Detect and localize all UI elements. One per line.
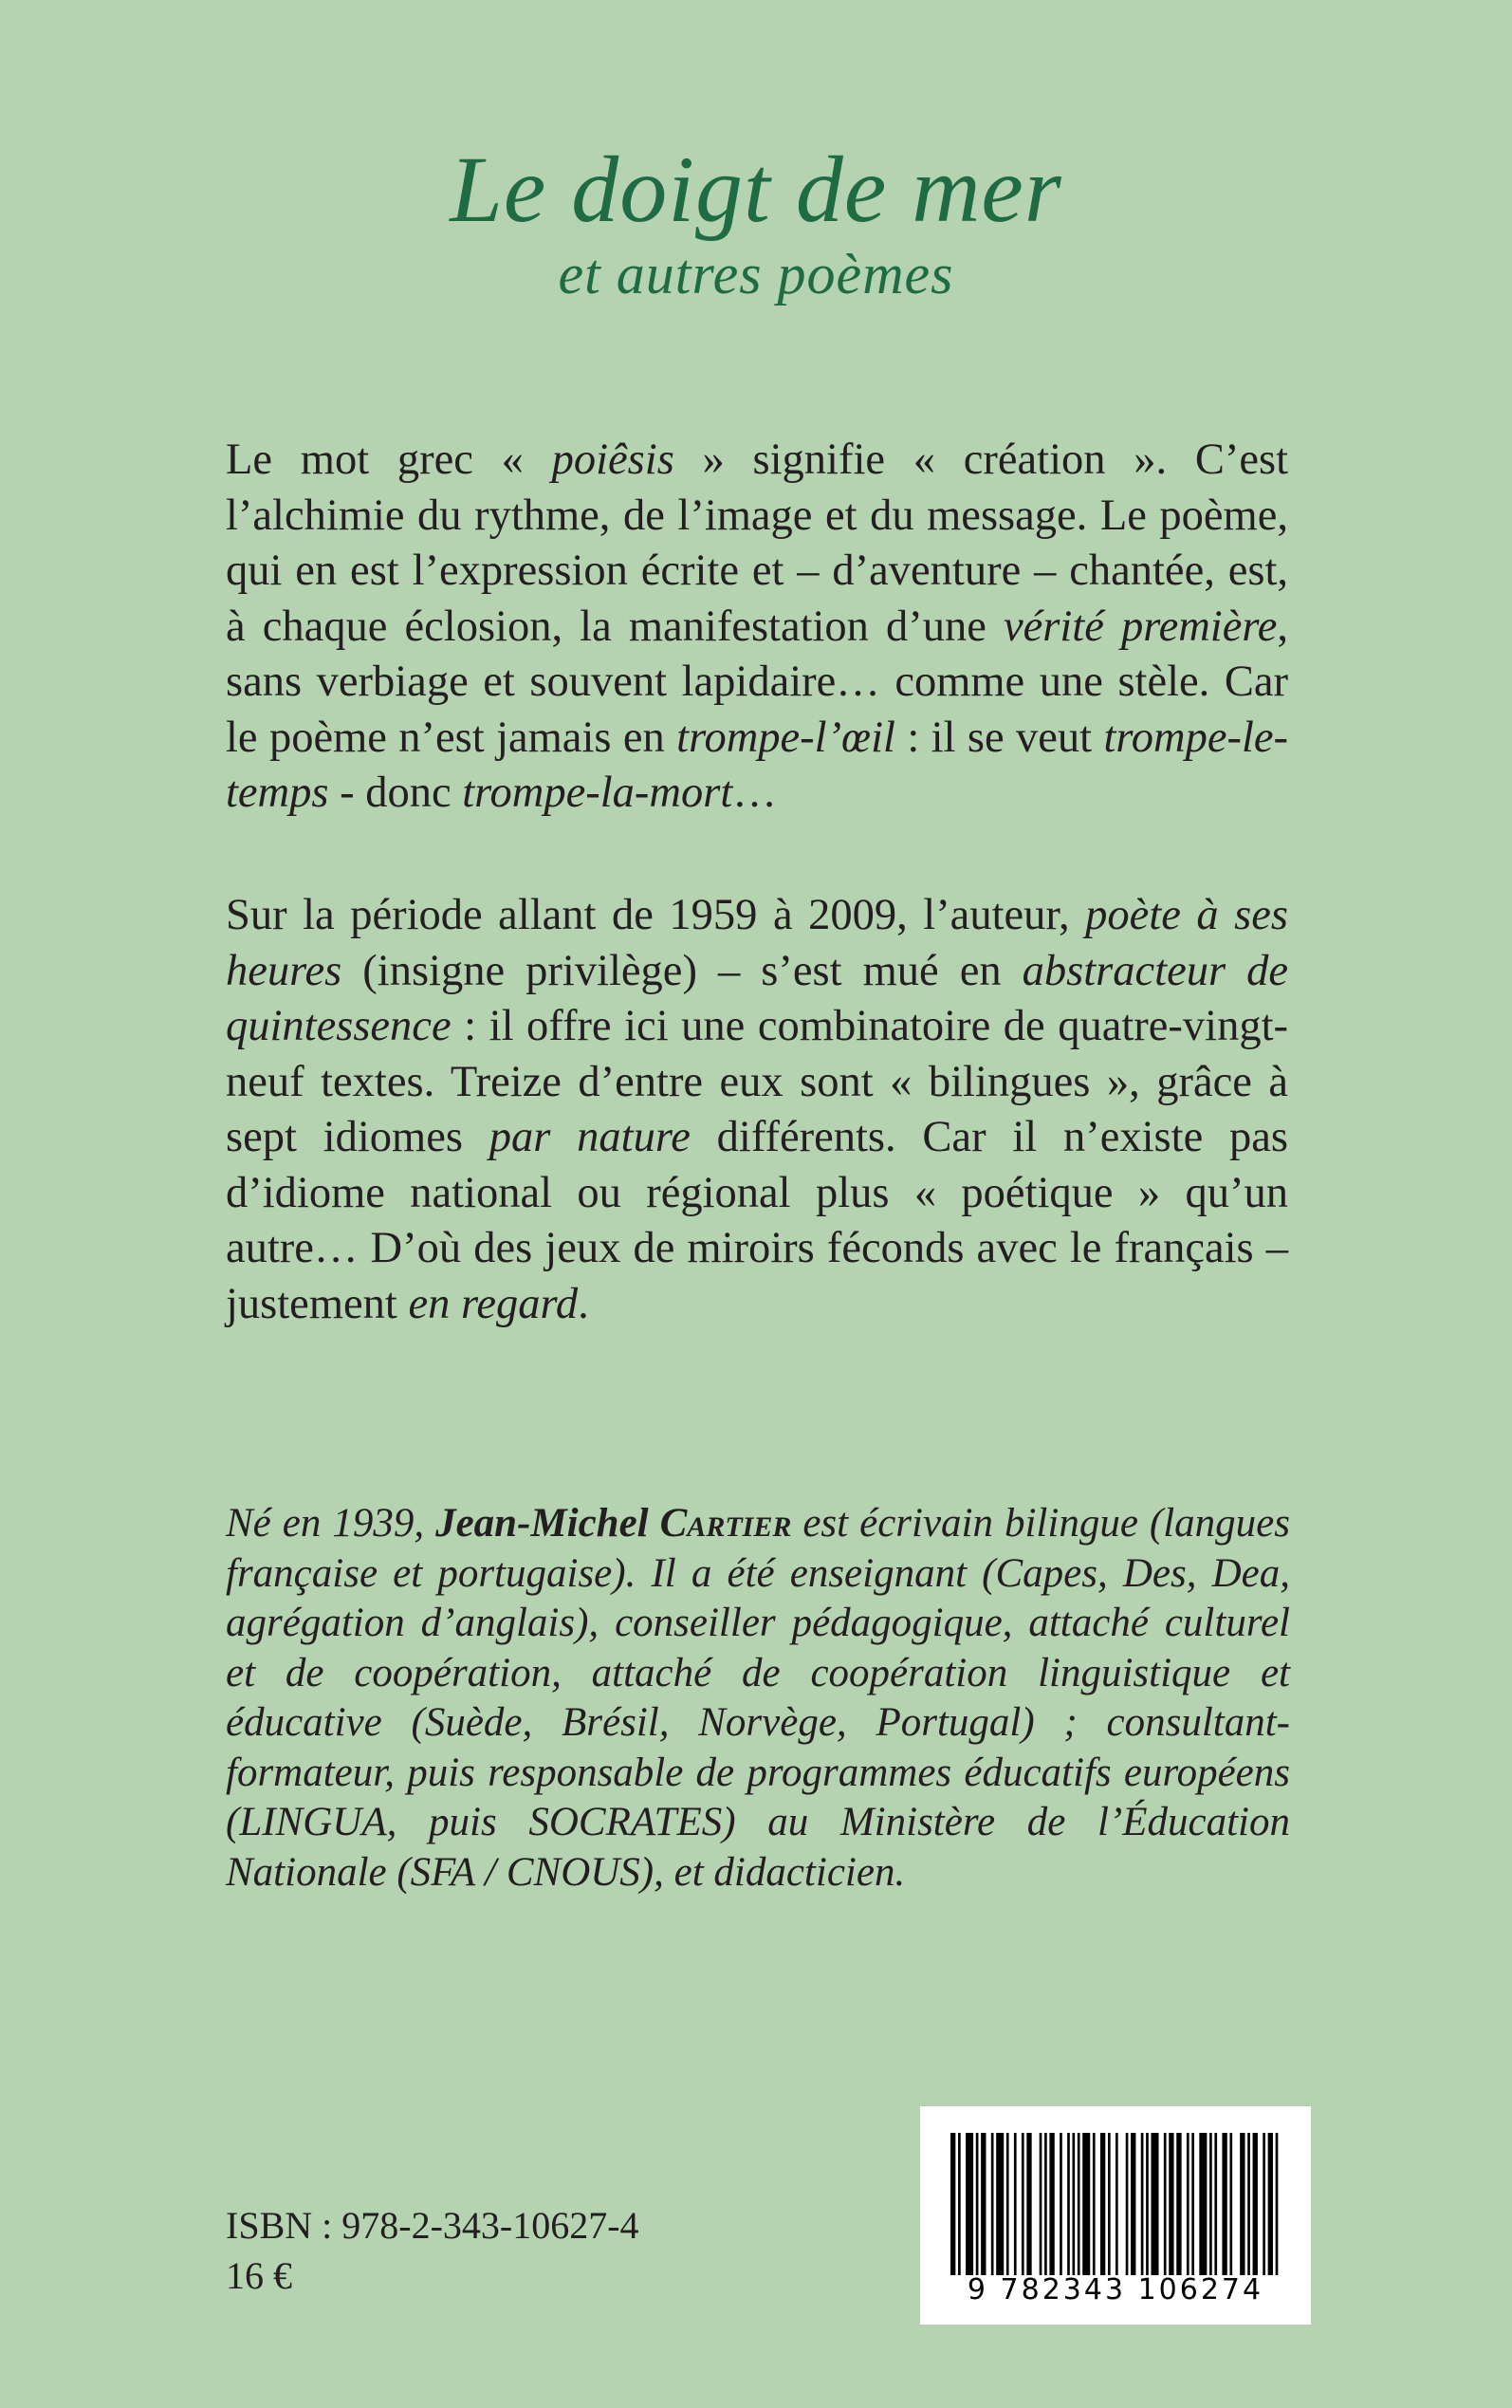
isbn-label: ISBN : 978-2-343-10627-4 xyxy=(226,2204,639,2247)
barcode-bar xyxy=(1222,2133,1226,2275)
barcode-bar xyxy=(1072,2133,1075,2275)
barcode-bar xyxy=(958,2133,961,2275)
text-run: - donc xyxy=(328,769,463,817)
text-run: , sans verbiage et souvent lapidaire… comme une stèle. Car le poème n’est jamais en xyxy=(226,602,1288,762)
barcode-bar xyxy=(1146,2133,1149,2275)
author-last-name: Cartier xyxy=(659,1501,792,1546)
barcode-bar xyxy=(991,2133,994,2275)
italic-run: trompe-le-temps xyxy=(226,713,1288,817)
text-run: : il offre ici une combinatoire de quatre-vingt-neuf textes. Treize d’entre eux sont « bilingues », grâce à sept idiomes xyxy=(226,1002,1288,1161)
text-run: Né en 1939, xyxy=(226,1501,436,1546)
barcode-bar xyxy=(1268,2133,1273,2275)
barcode-bar xyxy=(1209,2133,1212,2275)
barcode-bar xyxy=(1229,2133,1232,2275)
barcode-bar xyxy=(1199,2133,1207,2275)
italic-run: poète à ses heures xyxy=(226,891,1288,995)
barcode-bars xyxy=(950,2133,1281,2275)
italic-run: trompe-l’œil xyxy=(676,713,895,762)
barcode-bar xyxy=(1253,2133,1258,2275)
barcode-bar xyxy=(1141,2133,1144,2275)
text-run: Le mot grec « xyxy=(226,435,552,484)
italic-run: par nature xyxy=(489,1113,691,1161)
barcode-bar xyxy=(1187,2133,1189,2275)
barcode-bar xyxy=(1131,2133,1135,2275)
blurb-paragraph-2 xyxy=(226,888,1288,1332)
barcode-bar xyxy=(1151,2133,1158,2275)
barcode-bar xyxy=(976,2133,979,2275)
text-run: » signifie « création ». C’est l’alchimie du rythme, de l’image et du message. Le poème, qui en est l’expression écrite et – d’aventure – chantée, est, à chaque éclosion, la manifestation d’une xyxy=(226,435,1288,651)
barcode-bar xyxy=(1026,2133,1031,2275)
italic-run: abstracteur de quintessence xyxy=(226,946,1289,1050)
blurb-paragraph-1 xyxy=(226,433,1288,822)
barcode-bar xyxy=(1247,2133,1250,2275)
barcode-bar xyxy=(1176,2133,1181,2275)
book-subtitle: et autres poèmes xyxy=(558,243,954,306)
text-run: différents. Car il n’existe pas d’idiome national ou régional plus « poétique » qu’un autre… D’où des jeux de miroirs féconds avec le français – justement xyxy=(226,1113,1288,1328)
barcode-bar xyxy=(1191,2133,1194,2275)
barcode-bar xyxy=(1169,2133,1173,2275)
barcode-bar xyxy=(1078,2133,1080,2275)
book-title: Le doigt de mer xyxy=(450,137,1062,242)
price-label: 16 € xyxy=(226,2254,292,2297)
barcode-bar xyxy=(981,2133,986,2275)
text-run: . xyxy=(578,1279,589,1328)
text-run: Sur la période allant de 1959 à 2009, l’auteur, xyxy=(226,891,1086,939)
barcode-bar xyxy=(1014,2133,1017,2275)
author-bio xyxy=(226,1499,1290,1898)
italic-run: poiêsis xyxy=(551,435,674,484)
text-run: … xyxy=(732,769,777,817)
text-run: est écrivain bilingue (langues française et portugaise). Il a été enseignant (Capes, Des, Dea, agrégation d’anglais), conseiller pédagogique, attaché culturel et de coopération, attaché de coopération linguistique et éducative (Suède, Brésil, Norvège, Portugal) ; consultant-formateur, puis responsable de programmes éducatifs européens (LINGUA, puis SOCRATES) au Ministère de l’Éducation Nationale (SFA / CNOUS), et didacticien. xyxy=(226,1501,1290,1895)
barcode-bar xyxy=(1263,2133,1265,2275)
barcode-bar xyxy=(1044,2133,1047,2275)
barcode xyxy=(920,2106,1311,2325)
barcode-bar xyxy=(1116,2133,1118,2275)
italic-run: trompe-la-mort xyxy=(462,769,733,817)
barcode-bar xyxy=(1100,2133,1105,2275)
barcode-bar xyxy=(1082,2133,1090,2275)
barcode-bar xyxy=(1126,2133,1129,2275)
barcode-bar xyxy=(1108,2133,1111,2275)
barcode-bar xyxy=(1093,2133,1096,2275)
author-first-name: Jean-Michel xyxy=(435,1501,649,1546)
barcode-bar xyxy=(1022,2133,1024,2275)
italic-run: vérité première xyxy=(1004,602,1278,651)
barcode-bar xyxy=(1060,2133,1062,2275)
barcode-bar xyxy=(1049,2133,1054,2275)
barcode-number: 9 782343 106274 xyxy=(967,2273,1264,2306)
barcode-bar xyxy=(1067,2133,1070,2275)
text-run: : il se veut xyxy=(894,713,1104,762)
barcode-bar xyxy=(1040,2133,1042,2275)
barcode-bar xyxy=(1214,2133,1217,2275)
barcode-bar xyxy=(1240,2133,1245,2275)
text-run: (insigne privilège) – s’est mué en xyxy=(341,946,1023,995)
barcode-bar xyxy=(996,2133,1004,2275)
barcode-bar xyxy=(1276,2133,1279,2275)
barcode-bar xyxy=(950,2133,955,2275)
barcode-bar xyxy=(1164,2133,1167,2275)
barcode-bar xyxy=(1006,2133,1009,2275)
barcode-bar xyxy=(966,2133,973,2275)
italic-run: en regard xyxy=(408,1279,579,1328)
